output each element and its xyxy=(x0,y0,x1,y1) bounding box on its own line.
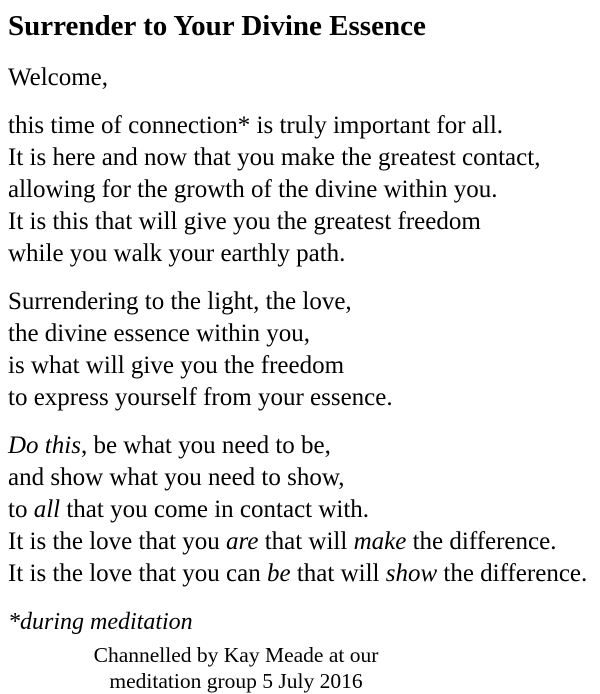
text-line xyxy=(8,494,600,526)
emphasized-text: are xyxy=(226,528,259,555)
attribution-line: Channelled by Kay Meade at our xyxy=(93,643,379,667)
plain-text: the difference. xyxy=(437,560,588,587)
text-line xyxy=(8,462,600,494)
stanza xyxy=(8,110,600,270)
plain-text: to xyxy=(8,496,34,523)
plain-text: It is here and now that you make the greatest contact, xyxy=(8,144,541,171)
text-line xyxy=(8,350,600,382)
plain-text: allowing for the growth of the divine within you. xyxy=(8,176,498,203)
emphasized-text: be xyxy=(266,560,291,587)
text-line xyxy=(8,142,600,174)
stanza xyxy=(8,286,600,414)
plain-text: It is this that will give you the greatest freedom xyxy=(8,208,481,235)
page-title: Surrender to Your Divine Essence xyxy=(8,10,426,42)
text-line xyxy=(8,238,600,270)
plain-text: It is the love that you xyxy=(8,528,227,555)
plain-text: the difference. xyxy=(406,528,557,555)
plain-text: that you come in contact with. xyxy=(60,496,370,523)
text-line xyxy=(8,174,600,206)
plain-text: It is the love that you can xyxy=(8,560,267,587)
emphasized-text: all xyxy=(33,496,61,523)
footnote-text: *during meditation xyxy=(8,609,193,635)
plain-text: this time of connection* is truly important for all. xyxy=(8,112,504,139)
plain-text: and show what you need to show, xyxy=(8,464,345,491)
plain-text: the divine essence within you, xyxy=(8,320,311,347)
text-line xyxy=(8,318,600,350)
emphasized-text: show xyxy=(385,560,438,587)
stanza xyxy=(8,430,600,590)
text-line xyxy=(8,430,600,462)
text-line xyxy=(8,286,600,318)
greeting-text: Welcome, xyxy=(8,64,109,91)
plain-text: is what will give you the freedom xyxy=(8,352,345,379)
plain-text: while you walk your earthly path. xyxy=(8,240,346,267)
text-line xyxy=(8,526,600,558)
plain-text: that will xyxy=(290,560,386,587)
text-line xyxy=(8,558,600,590)
attribution-block xyxy=(56,642,416,694)
text-line xyxy=(8,206,600,238)
poem-body xyxy=(8,110,600,590)
emphasized-text: Do this xyxy=(8,432,81,459)
text-line xyxy=(8,382,600,414)
emphasized-text: make xyxy=(353,528,407,555)
attribution-line: meditation group 5 July 2016 xyxy=(109,669,363,693)
plain-text: Surrendering to the light, the love, xyxy=(8,288,352,315)
plain-text: , be what you need to be, xyxy=(80,432,331,459)
text-line xyxy=(8,110,600,142)
plain-text: that will xyxy=(258,528,354,555)
plain-text: to express yourself from your essence. xyxy=(8,384,393,411)
